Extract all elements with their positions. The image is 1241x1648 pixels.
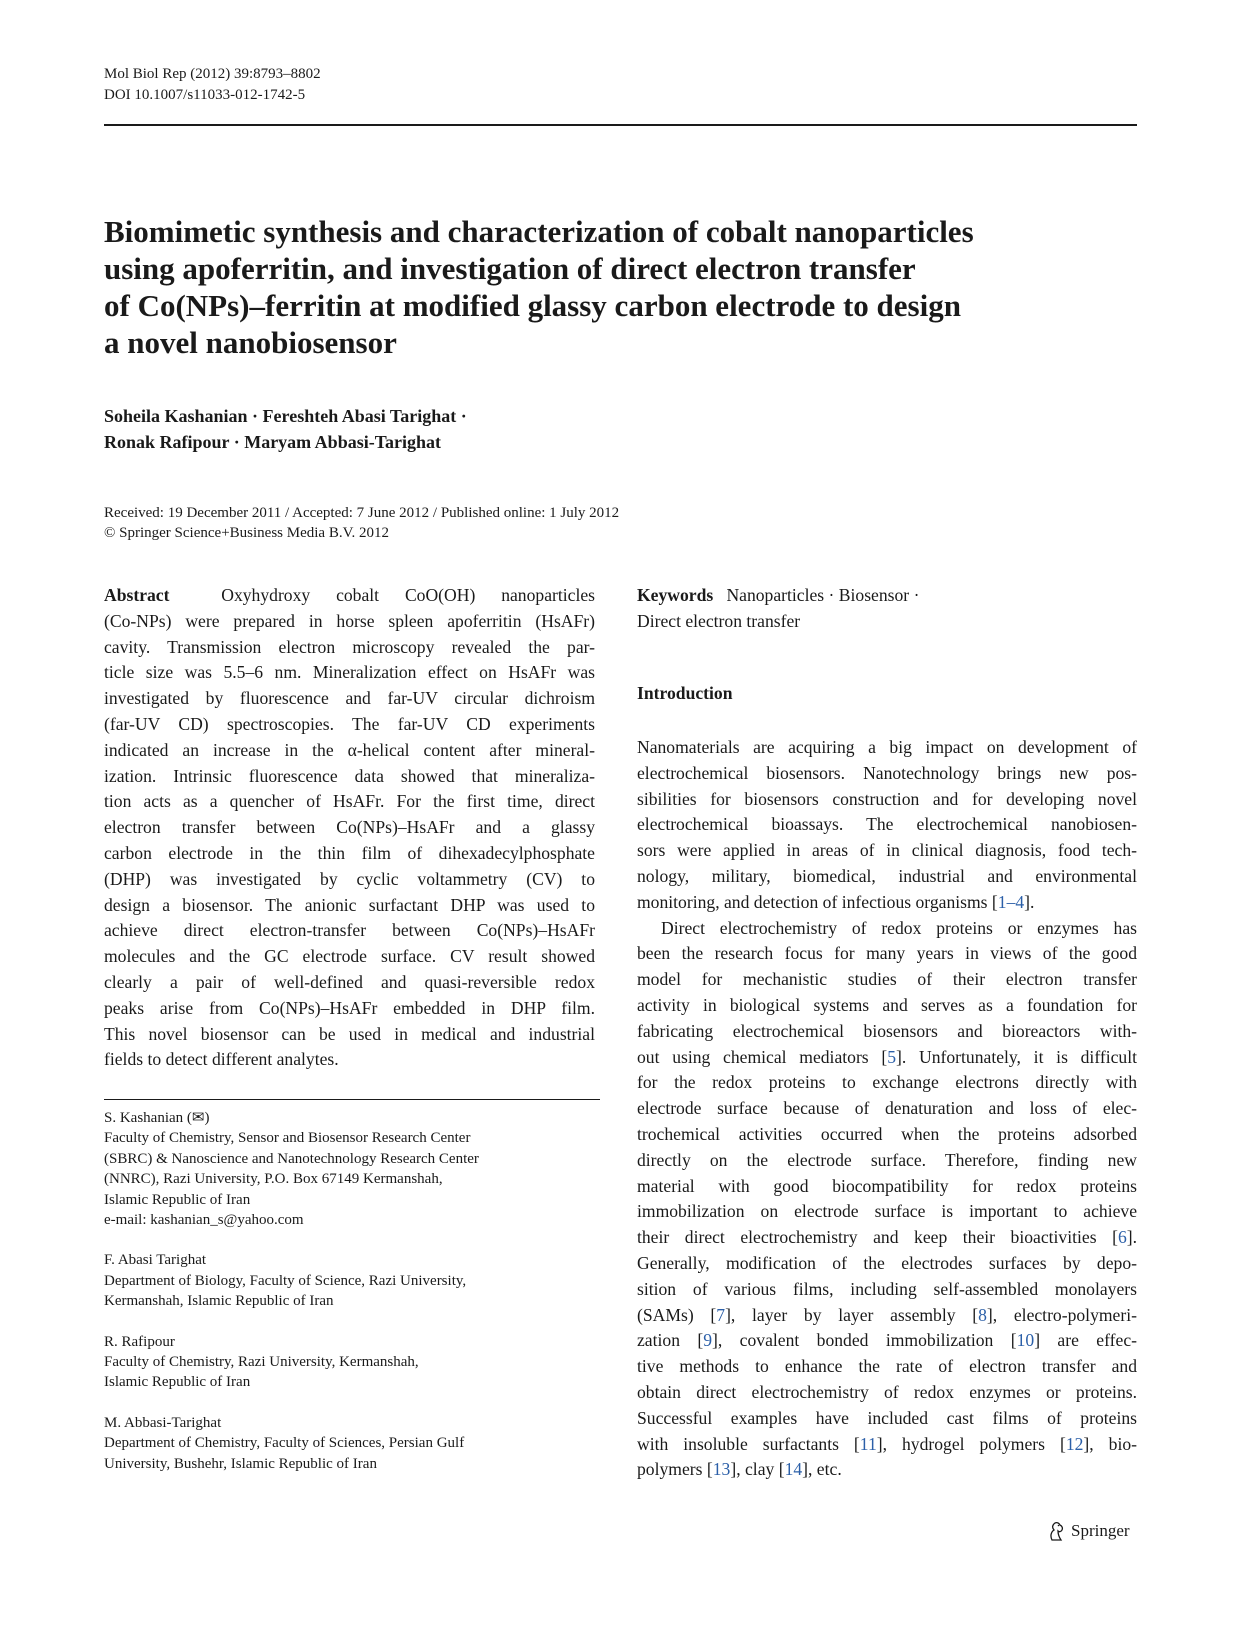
keywords-heading: Keywords — [637, 585, 714, 605]
abstract-line: molecules and the GC electrode surface. CV result showed — [104, 946, 595, 967]
publisher-name: Springer — [1071, 1521, 1130, 1540]
citation-link[interactable]: 12 — [1065, 1433, 1084, 1454]
body-line: directly on the electrode surface. Therefore, finding new — [637, 1149, 1137, 1170]
abstract-line: peaks arise from Co(NPs)–HsAFr embedded in DHP film. — [104, 997, 595, 1018]
body-text: their direct electrochemistry and keep their bioactivities [ — [637, 1227, 1118, 1248]
citation-link[interactable]: 6 — [1117, 1227, 1127, 1248]
body-line: Nanomaterials are acquiring a big impact on development of — [637, 737, 1137, 757]
body-text: out using chemical mediators [ — [637, 1046, 888, 1067]
author-line: Ronak Rafipour · Maryam Abbasi-Tarighat — [104, 432, 442, 452]
body-line: fabricating electrochemical biosensors and bioreactors with- — [637, 1020, 1137, 1041]
springer-horse-icon — [1046, 1520, 1066, 1542]
body-line: sibilities for biosensors construction and for developing novel — [637, 788, 1137, 809]
body-text: ], etc. — [802, 1459, 842, 1480]
affiliation-author: F. Abasi Tarighat — [104, 1252, 207, 1269]
affiliation-line: (NNRC), Razi University, P.O. Box 67149 Kermanshah, — [104, 1171, 443, 1188]
abstract-line: electron transfer between Co(NPs)–HsAFr and a glassy — [104, 817, 595, 838]
body-line: Generally, modification of the electrodes surfaces by depo- — [637, 1252, 1137, 1273]
abstract-line: clearly a pair of well-defined and quasi-reversible redox — [104, 971, 595, 992]
body-text: with insoluble surfactants [ — [637, 1433, 860, 1454]
abstract-line: (far-UV CD) spectroscopies. The far-UV CD experiments — [104, 713, 595, 734]
body-line — [637, 1432, 1137, 1458]
introduction-body — [637, 735, 1137, 1483]
body-text: ], electro-polymeri- — [986, 1304, 1137, 1325]
body-line: sition of various films, including self-assembled monolayers — [637, 1278, 1137, 1299]
affiliation-line: Islamic Republic of Iran — [104, 1374, 251, 1391]
affiliation-line: Department of Biology, Faculty of Science, Razi University, — [104, 1272, 467, 1289]
title-line: using apoferritin, and investigation of direct electron transfer — [104, 251, 916, 286]
affiliation-block — [104, 1413, 600, 1474]
body-line: material with good biocompatibility for redox proteins — [637, 1175, 1137, 1196]
author-list — [104, 403, 467, 455]
abstract-line: investigated by fluorescence and far-UV circular dichroism — [104, 688, 595, 709]
keywords-line — [637, 583, 1137, 609]
body-line: electrochemical bioassays. The electrochemical nanobiosen- — [637, 814, 1137, 835]
body-line: tive methods to enhance the rate of electron transfer and — [637, 1356, 1137, 1377]
section-heading-introduction: Introduction — [637, 683, 733, 703]
affiliation-block — [104, 1332, 600, 1393]
affiliation-author: S. Kashanian (✉) — [104, 1110, 210, 1126]
affiliation-line: Kermanshah, Islamic Republic of Iran — [104, 1293, 334, 1310]
body-text: ], bio- — [1083, 1433, 1137, 1454]
body-line — [637, 1303, 1137, 1329]
body-text: ]. Unfortunately, it is difficult — [896, 1046, 1137, 1067]
abstract-line: cavity. Transmission electron microscopy revealed the par- — [104, 636, 595, 657]
body-line: Direct electrochemistry of redox proteins or enzymes has — [661, 917, 1137, 938]
citation-link[interactable]: 10 — [1016, 1330, 1035, 1351]
abstract-line: carbon electrode in the thin film of dihexadecylphosphate — [104, 842, 595, 863]
keywords — [637, 583, 1137, 635]
abstract-line: achieve direct electron-transfer between Co(NPs)–HsAFr — [104, 920, 595, 941]
citation-link[interactable]: 7 — [716, 1304, 726, 1325]
abstract-line: ticle size was 5.5–6 nm. Mineralization effect on HsAFr was — [104, 662, 595, 683]
body-line — [637, 1225, 1137, 1251]
body-text: ]. — [1126, 1227, 1137, 1248]
abstract-line: tion acts as a quencher of HsAFr. For the first time, direct — [104, 791, 595, 812]
body-text: ] are effec- — [1034, 1330, 1137, 1351]
body-text: ], clay [ — [730, 1459, 785, 1480]
citation-link[interactable]: 8 — [978, 1304, 987, 1325]
title-line: Biomimetic synthesis and characterization of cobalt nanoparticles — [104, 214, 974, 249]
abstract-line: This novel biosensor can be used in medical and industrial — [104, 1023, 595, 1044]
publisher-mark — [1046, 1520, 1130, 1542]
affiliation-block — [104, 1108, 600, 1230]
abstract-line: fields to detect different analytes. — [104, 1049, 339, 1070]
body-line: obtain direct electrochemistry of redox enzymes or proteins. — [637, 1381, 1137, 1402]
affiliation-line: Faculty of Chemistry, Sensor and Biosensor Research Center — [104, 1130, 471, 1147]
copyright-line: © Springer Science+Business Media B.V. 2012 — [104, 525, 389, 541]
author-line: Soheila Kashanian · Fereshteh Abasi Tarighat · — [104, 406, 467, 426]
affiliation-author: R. Rafipour — [104, 1333, 175, 1350]
paper-title — [104, 213, 1094, 361]
affiliation-line: (SBRC) & Nanoscience and Nanotechnology Research Center — [104, 1150, 479, 1167]
abstract-line: (DHP) was investigated by cyclic voltammetry (CV) to — [104, 868, 595, 889]
body-line: electrochemical biosensors. Nanotechnology brings new pos- — [637, 762, 1137, 783]
citation-link[interactable]: 1–4 — [997, 891, 1025, 912]
keywords-line: Direct electron transfer — [637, 610, 801, 631]
doi-line: DOI 10.1007/s11033-012-1742-5 — [104, 87, 306, 103]
body-line: nology, military, biomedical, industrial and environmental — [637, 865, 1137, 886]
affiliation-line: Islamic Republic of Iran — [104, 1191, 251, 1208]
body-line: electrode surface because of denaturation and loss of elec- — [637, 1098, 1137, 1119]
body-text: ], layer by layer assembly [ — [725, 1304, 979, 1325]
abstract — [104, 583, 595, 1073]
body-line: immobilization on electrode surface is important to achieve — [637, 1201, 1137, 1222]
affiliation-line: Faculty of Chemistry, Razi University, Kermanshah, — [104, 1354, 419, 1371]
body-line — [637, 1457, 1137, 1483]
abstract-text: Oxyhydroxy cobalt CoO(OH) nanoparticles — [221, 585, 595, 605]
body-line: sors were applied in areas of in clinical diagnosis, food tech- — [637, 840, 1137, 861]
abstract-line: ization. Intrinsic fluorescence data showed that mineraliza- — [104, 765, 595, 786]
body-line — [637, 1328, 1137, 1354]
body-line: model for mechanistic studies of their electron transfer — [637, 969, 1137, 990]
affiliations — [104, 1108, 600, 1494]
body-text: polymers [ — [637, 1459, 713, 1480]
journal-citation — [104, 64, 321, 106]
body-text: ], hydrogel polymers [ — [876, 1433, 1066, 1454]
journal-line: Mol Biol Rep (2012) 39:8793–8802 — [104, 66, 321, 82]
header-rule — [104, 124, 1137, 126]
body-text: ]. — [1024, 891, 1035, 912]
affiliation-author: M. Abbasi-Tarighat — [104, 1414, 222, 1431]
body-text: ], covalent bonded immobilization [ — [712, 1330, 1017, 1351]
abstract-line: design a biosensor. The anionic surfactant DHP was used to — [104, 894, 595, 915]
footnote-rule — [104, 1099, 600, 1100]
body-line: Successful examples have included cast films of proteins — [637, 1407, 1137, 1428]
citation-link[interactable]: 14 — [784, 1459, 803, 1480]
body-text: (SAMs) [ — [637, 1304, 717, 1325]
body-line: been the research focus for many years in views of the good — [637, 943, 1137, 964]
publication-dates — [104, 503, 619, 543]
body-line: activity in biological systems and serves as a foundation for — [637, 994, 1137, 1015]
keywords-list: Nanoparticles · Biosensor · — [726, 585, 920, 605]
body-line — [637, 1045, 1137, 1071]
abstract-heading: Abstract — [104, 585, 170, 605]
affiliation-block — [104, 1250, 600, 1311]
affiliation-line: Department of Chemistry, Faculty of Sciences, Persian Gulf — [104, 1435, 465, 1452]
abstract-line — [104, 583, 595, 609]
affiliation-line: University, Bushehr, Islamic Republic of Iran — [104, 1455, 377, 1472]
body-line — [637, 890, 1137, 916]
abstract-line: indicated an increase in the α-helical content after mineral- — [104, 739, 595, 760]
dates-line: Received: 19 December 2011 / Accepted: 7 June 2012 / Published online: 1 July 2012 — [104, 505, 620, 521]
citation-link[interactable]: 11 — [859, 1433, 877, 1454]
body-text: monitoring, and detection of infectious organisms [ — [637, 891, 998, 912]
citation-link[interactable]: 9 — [703, 1330, 713, 1351]
abstract-line: (Co-NPs) were prepared in horse spleen apoferritin (HsAFr) — [104, 610, 595, 631]
citation-link[interactable]: 13 — [712, 1459, 731, 1480]
title-line: of Co(NPs)–ferritin at modified glassy carbon electrode to design — [104, 288, 961, 323]
email-link[interactable]: e-mail: kashanian_s@yahoo.com — [104, 1212, 304, 1229]
body-line: for the redox proteins to exchange electrons directly with — [637, 1072, 1137, 1093]
body-text: zation [ — [637, 1330, 704, 1351]
citation-link[interactable]: 5 — [887, 1046, 897, 1067]
body-line: trochemical activities occurred when the proteins adsorbed — [637, 1123, 1137, 1144]
title-line: a novel nanobiosensor — [104, 325, 397, 360]
